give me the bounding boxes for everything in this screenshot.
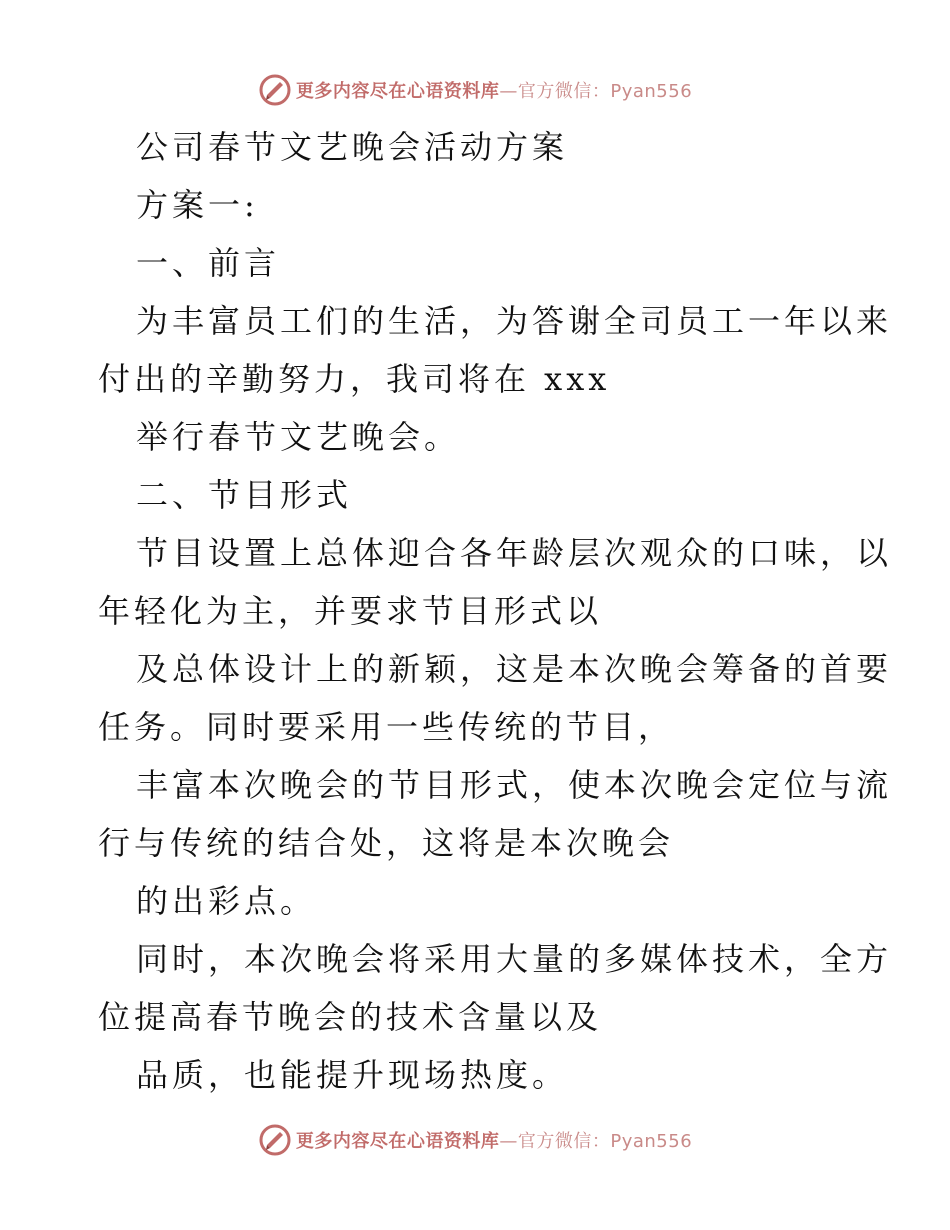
- brand-logo-icon: [258, 73, 292, 107]
- paragraph-line: 丰富本次晚会的节目形式，使本次晚会定位与流: [136, 766, 893, 804]
- watermark-sub: —官方微信：Pyan556: [499, 81, 693, 102]
- paragraph-line: 品质，也能提升现场热度。: [136, 1056, 569, 1094]
- watermark-text: [296, 1127, 692, 1153]
- brand-logo-icon: [258, 1123, 292, 1157]
- watermark-main: 更多内容尽在心语资料库: [295, 81, 500, 102]
- section-heading-preface: 一、前言: [136, 244, 281, 282]
- paragraph-line: 为丰富员工们的生活，为答谢全司员工一年以来: [136, 302, 893, 340]
- paragraph-line: 同时，本次晚会将采用大量的多媒体技术，全方: [136, 940, 893, 978]
- paragraph-line: 付出的辛勤努力，我司将在 xxx: [98, 360, 611, 398]
- paragraph-line: 举行春节文艺晚会。: [136, 418, 461, 456]
- paragraph-line: 行与传统的结合处，这将是本次晚会: [98, 824, 675, 862]
- paragraph-line: 年轻化为主，并要求节目形式以: [98, 592, 603, 630]
- paragraph-line: 的出彩点。: [136, 882, 317, 920]
- paragraph-line: 节目设置上总体迎合各年龄层次观众的口味，以: [136, 534, 893, 572]
- document-title: 公司春节文艺晚会活动方案: [136, 128, 569, 166]
- document-body: [98, 118, 893, 1104]
- header-watermark: [0, 70, 950, 110]
- watermark-text: [296, 77, 692, 103]
- paragraph-line: 任务。同时要采用一些传统的节目，: [98, 708, 675, 746]
- watermark-sub: —官方微信：Pyan556: [499, 1131, 693, 1152]
- footer-watermark: [0, 1120, 950, 1160]
- watermark-main: 更多内容尽在心语资料库: [295, 1131, 500, 1152]
- paragraph-line: 位提高春节晚会的技术含量以及: [98, 998, 603, 1036]
- section-heading-program-format: 二、节目形式: [136, 476, 353, 514]
- paragraph-line: 及总体设计上的新颖，这是本次晚会筹备的首要: [136, 650, 893, 688]
- plan-heading: 方案一:: [136, 186, 259, 224]
